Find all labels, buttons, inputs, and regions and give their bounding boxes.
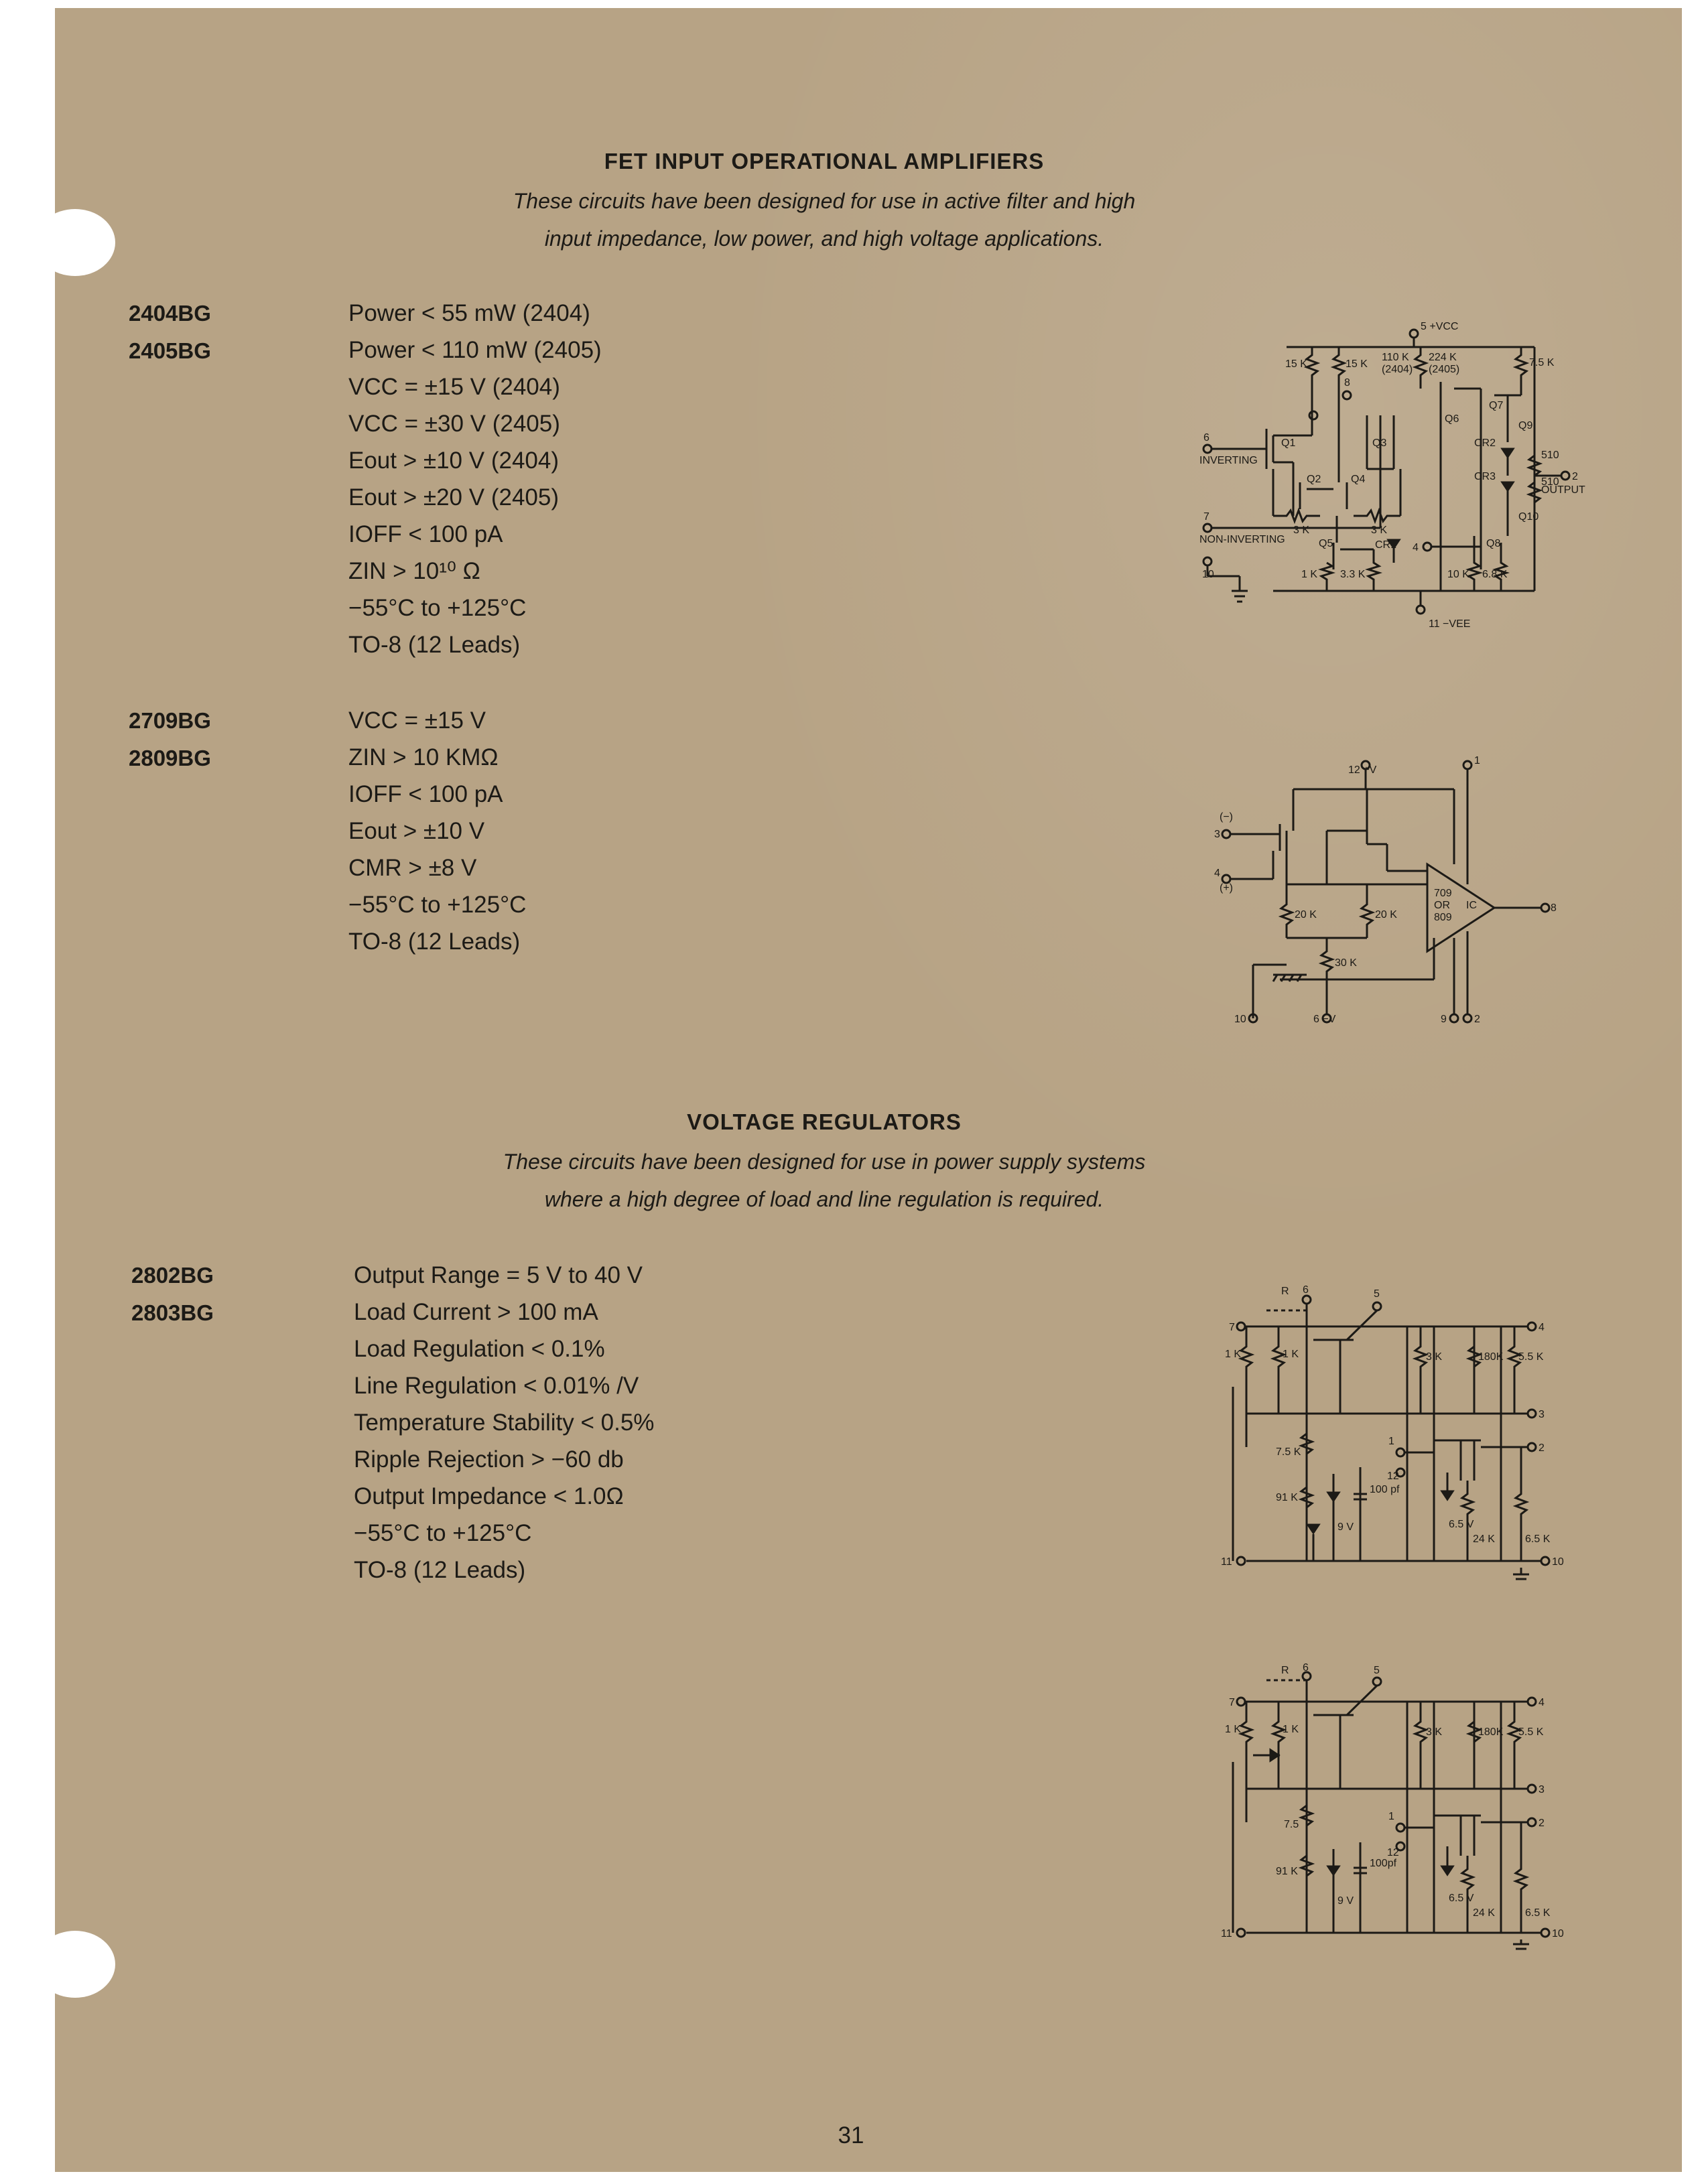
component-label: 10 K — [1447, 569, 1469, 580]
component-label: 6.5 K — [1525, 1533, 1551, 1545]
spec-list-group2 — [348, 702, 526, 960]
pin-label: 6 −V — [1313, 1014, 1336, 1025]
component-label: 180K — [1478, 1351, 1504, 1363]
component-label: Q2 — [1307, 474, 1321, 485]
schematic-fet-opamp-2404 — [1199, 315, 1588, 636]
component-label: 5.5 K — [1518, 1351, 1544, 1363]
ic-label: OR — [1434, 900, 1450, 911]
pin-label: 5 +VCC — [1421, 321, 1459, 332]
pin-label: 2 — [1539, 1442, 1545, 1454]
component-label: 91 K — [1276, 1866, 1298, 1877]
spec-line: −55°C to +125°C — [348, 892, 527, 918]
pin-label: 6 — [1303, 1662, 1309, 1674]
pin-label: 10 — [1202, 569, 1214, 580]
component-label: 20 K — [1295, 909, 1317, 920]
schematic-regulator-2802 — [1206, 1280, 1581, 1588]
spec-line: Temperature Stability < 0.5% — [354, 1410, 655, 1436]
pin-label: (+) — [1220, 882, 1233, 894]
spec-line: Output Impedance < 1.0Ω — [354, 1483, 624, 1509]
component-label: 1 K — [1225, 1349, 1242, 1360]
pin-label: 2 — [1539, 1818, 1545, 1829]
pin-label: 6 — [1203, 432, 1209, 443]
pin-label: 3 — [1214, 829, 1220, 840]
pin-label: (−) — [1220, 811, 1233, 823]
ic-label: 709 — [1434, 888, 1452, 899]
spec-list-regulators — [354, 1257, 654, 1588]
component-label: 1 K — [1301, 569, 1318, 580]
intro-line: where a high degree of load and line regulation is required. — [544, 1187, 1104, 1211]
spec-line: Eout > ±10 V — [348, 818, 485, 844]
component-label: 110 K — [1382, 352, 1409, 363]
section-heading-regulators: VOLTAGE REGULATORS — [687, 1109, 962, 1134]
pin-label: NON-INVERTING — [1199, 534, 1285, 545]
spec-line: VCC = ±15 V — [348, 707, 486, 734]
component-label: Q5 — [1319, 538, 1333, 549]
pin-label: 6 — [1303, 1284, 1309, 1296]
pin-label: INVERTING — [1199, 455, 1258, 466]
component-label: 6.5 K — [1525, 1907, 1551, 1919]
component-label: Q10 — [1518, 511, 1539, 523]
component-label: (2404) — [1382, 364, 1413, 375]
spec-line: VCC = ±15 V (2404) — [348, 374, 560, 400]
part-number: 2404BG — [129, 301, 211, 326]
binder-hole — [35, 1931, 115, 1998]
pin-label: 10 — [1552, 1556, 1564, 1568]
pin-label: 12 — [1387, 1471, 1399, 1482]
spec-line: TO-8 (12 Leads) — [354, 1557, 526, 1583]
component-label: 6.5 V — [1449, 1519, 1474, 1530]
pin-label: 12 +V — [1348, 764, 1377, 776]
component-label: 3 K — [1371, 525, 1388, 536]
component-label: 9 V — [1337, 1895, 1354, 1907]
spec-line: CMR > ±8 V — [348, 855, 477, 881]
pin-label: 4 — [1214, 868, 1220, 879]
component-label: 1 K — [1283, 1349, 1299, 1360]
part-numbers-regulators — [131, 1257, 214, 1332]
component-label: 9 V — [1337, 1521, 1354, 1533]
component-label: 224 K — [1429, 352, 1457, 363]
spec-line: Line Regulation < 0.01% /V — [354, 1373, 639, 1399]
spec-line: ZIN > 10¹⁰ Ω — [348, 558, 480, 584]
component-label: 5.5 K — [1518, 1726, 1544, 1738]
pin-label: 10 — [1552, 1928, 1564, 1939]
component-label: CR3 — [1474, 471, 1496, 482]
spec-line: IOFF < 100 pA — [348, 781, 503, 807]
pin-label: 10 — [1234, 1014, 1246, 1025]
pin-label: 7 — [1203, 511, 1209, 523]
page-number: 31 — [838, 2122, 864, 2148]
component-label: 100 pf — [1370, 1484, 1400, 1495]
component-label: 3 K — [1426, 1351, 1443, 1363]
component-label: Q7 — [1489, 400, 1504, 411]
intro-line: These circuits have been designed for use in power supply systems — [503, 1150, 1146, 1174]
component-label: 24 K — [1473, 1907, 1495, 1919]
part-number: 2405BG — [129, 338, 211, 363]
section-intro-fet — [0, 182, 1648, 257]
pin-label: 1 — [1388, 1811, 1394, 1822]
spec-line: ZIN > 10 KMΩ — [348, 744, 499, 770]
intro-line: input impedance, low power, and high voltage applications. — [544, 226, 1104, 251]
pin-label: 8 — [1551, 902, 1557, 914]
part-numbers-group1 — [129, 295, 211, 370]
spec-list-group1 — [348, 295, 602, 663]
component-label: CR2 — [1474, 437, 1496, 449]
component-label: 510 — [1541, 450, 1559, 461]
pin-label: 4 — [1539, 1322, 1545, 1333]
component-label: 15 K — [1285, 358, 1307, 370]
pin-label: 12 — [1387, 1847, 1399, 1858]
component-label: R — [1281, 1286, 1289, 1297]
pin-label: 11 — [1221, 1928, 1232, 1939]
spec-line: Power < 55 mW (2404) — [348, 300, 590, 326]
pin-label: OUTPUT — [1541, 484, 1585, 496]
component-label: 7.5 — [1284, 1819, 1299, 1830]
spec-line: Output Range = 5 V to 40 V — [354, 1262, 643, 1288]
section-intro-regulators — [0, 1143, 1648, 1218]
component-label: 6.5 V — [1449, 1893, 1474, 1904]
pin-label: 3 — [1539, 1409, 1545, 1420]
pin-label: 5 — [1374, 1288, 1380, 1300]
pin-label: 11 −VEE — [1429, 618, 1471, 630]
component-label: Q4 — [1351, 474, 1366, 485]
component-label: 91 K — [1276, 1492, 1298, 1503]
pin-label: 8 — [1344, 377, 1350, 389]
component-label: 1 K — [1283, 1724, 1299, 1735]
component-label: 6.8 K — [1482, 569, 1508, 580]
spec-line: IOFF < 100 pA — [348, 521, 503, 547]
component-label: (2405) — [1429, 364, 1460, 375]
pin-label: 11 — [1221, 1556, 1232, 1568]
schematic-regulator-2803 — [1206, 1661, 1581, 1956]
pin-label: 9 — [1441, 1014, 1447, 1025]
ic-label: IC — [1466, 900, 1477, 911]
component-label: 20 K — [1375, 909, 1397, 920]
pin-label: 5 — [1374, 1665, 1380, 1676]
pin-label: 1 — [1388, 1436, 1394, 1447]
component-label: 180K — [1478, 1726, 1504, 1738]
component-label: 3 K — [1293, 525, 1310, 536]
component-label: 15 K — [1346, 358, 1368, 370]
part-number: 2709BG — [129, 708, 211, 733]
component-label: 100pf — [1370, 1858, 1397, 1869]
component-label: Q9 — [1518, 420, 1533, 431]
spec-line: Ripple Rejection > −60 db — [354, 1446, 624, 1473]
component-label: 3.3 K — [1340, 569, 1366, 580]
part-number: 2803BG — [131, 1300, 214, 1325]
ic-label: 809 — [1434, 912, 1452, 923]
spec-line: Power < 110 mW (2405) — [348, 337, 602, 363]
component-label: R — [1281, 1665, 1289, 1676]
part-numbers-group2 — [129, 702, 211, 777]
spec-line: TO-8 (12 Leads) — [348, 929, 521, 955]
spec-line: VCC = ±30 V (2405) — [348, 411, 560, 437]
spec-line: Eout > ±20 V (2405) — [348, 484, 559, 510]
component-label: Q1 — [1281, 437, 1296, 449]
spec-line: Load Current > 100 mA — [354, 1299, 598, 1325]
component-label: CR1 — [1375, 539, 1397, 551]
intro-line: These circuits have been designed for use in active filter and high — [513, 189, 1136, 213]
pin-label: 1 — [1474, 755, 1480, 766]
pin-label: 7 — [1229, 1322, 1235, 1333]
component-label: 7.5 K — [1529, 357, 1555, 368]
component-label: 7.5 K — [1276, 1446, 1301, 1458]
pin-label: 3 — [1539, 1784, 1545, 1795]
part-number: 2809BG — [129, 746, 211, 770]
pin-label: 4 — [1539, 1697, 1545, 1708]
spec-line: −55°C to +125°C — [354, 1520, 532, 1546]
spec-line: Load Regulation < 0.1% — [354, 1336, 605, 1362]
component-label: Q8 — [1486, 538, 1501, 549]
pin-label: 2 — [1474, 1014, 1480, 1025]
spec-line: Eout > ±10 V (2404) — [348, 448, 559, 474]
section-heading-fet: FET INPUT OPERATIONAL AMPLIFIERS — [604, 149, 1045, 174]
component-label: Q6 — [1445, 413, 1459, 425]
component-label: 1 K — [1225, 1724, 1242, 1735]
spec-line: −55°C to +125°C — [348, 595, 527, 621]
spec-line: TO-8 (12 Leads) — [348, 632, 521, 658]
schematic-fet-opamp-2709 — [1213, 750, 1575, 1032]
part-number: 2802BG — [131, 1263, 214, 1288]
pin-label: 4 — [1413, 542, 1419, 553]
component-label: 3 K — [1426, 1726, 1443, 1738]
pin-label: 2 — [1572, 471, 1578, 482]
component-label: Q3 — [1372, 437, 1387, 449]
component-label: 24 K — [1473, 1533, 1495, 1545]
pin-label: 7 — [1229, 1697, 1235, 1708]
component-label: 510 — [1541, 476, 1559, 488]
component-label: 30 K — [1335, 957, 1357, 969]
